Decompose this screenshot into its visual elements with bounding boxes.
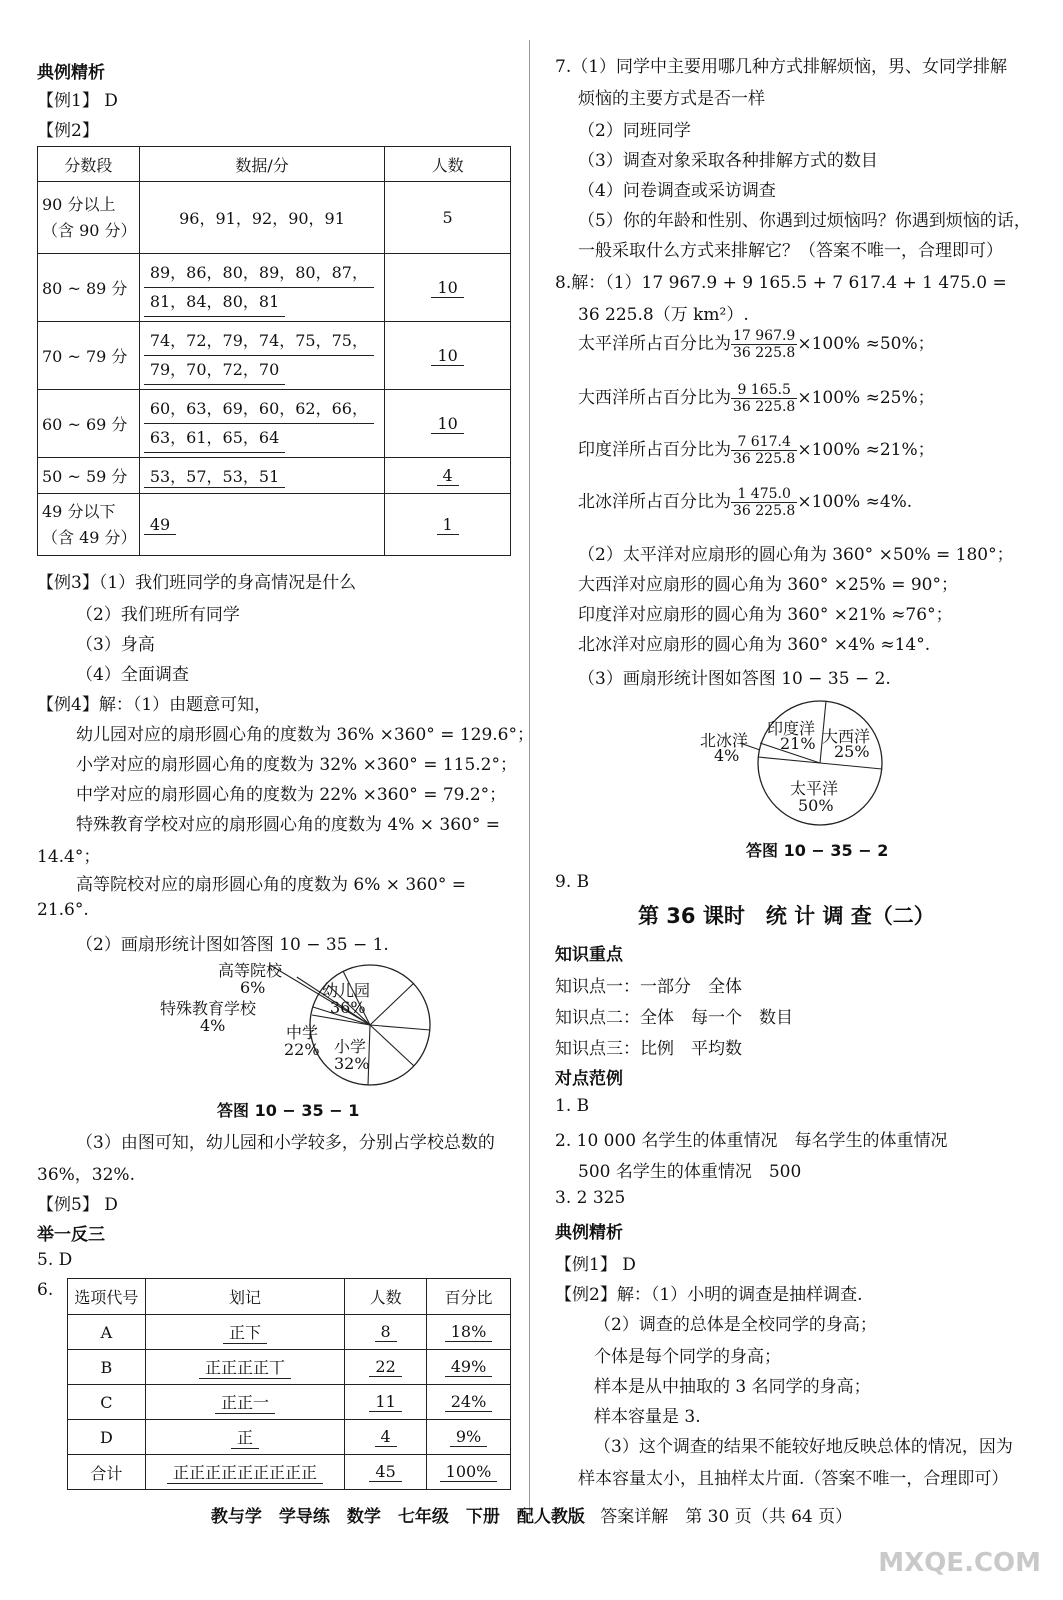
tally: 正下 xyxy=(223,1320,267,1344)
percent: 24% xyxy=(445,1392,493,1412)
exercise-1: 1. B xyxy=(555,1096,590,1116)
angle-line: （3）画扇形统计图如答图 10 − 35 − 2. xyxy=(578,669,891,689)
example-2-line: 个体是每个同学的身高； xyxy=(594,1347,781,1367)
example-3-line: 【例3】（1）我们班同学的身高情况是什么 xyxy=(37,573,357,593)
section-heading: 对点范例 xyxy=(555,1069,623,1089)
watermark: MXQE.COM xyxy=(878,1548,1041,1578)
exercise-3: 3. 2 325 xyxy=(555,1188,626,1208)
tally: 正正正正丅 xyxy=(199,1355,291,1379)
pie-pct-pacific: 50% xyxy=(798,796,834,815)
example-1: 【例1】 D xyxy=(555,1255,636,1275)
denominator: 36 225.8 xyxy=(733,503,796,519)
lesson-title: 第 36 课时 统 计 调 查（二） xyxy=(638,904,935,928)
exercise-2: 2. 10 000 名学生的体重情况 每名学生的体重情况 xyxy=(555,1131,948,1151)
option-cell: C xyxy=(68,1385,146,1420)
example-2-line: （2）调查的总体是全校同学的身高； xyxy=(594,1315,877,1335)
numerator: 17 967.9 xyxy=(733,328,796,344)
pie-pct-primary: 32% xyxy=(334,1054,370,1073)
header-cell: 人数 xyxy=(345,1279,427,1315)
count: 22 xyxy=(369,1357,401,1377)
figure-caption: 答图 10 − 35 − 2 xyxy=(746,841,889,860)
example-4-line: 小学对应的扇形圆心角的度数为 32% ×360° = 115.2°； xyxy=(76,755,518,775)
example-4-line: 中学对应的扇形圆心角的度数为 22% ×360° = 79.2°； xyxy=(76,785,507,805)
pie-pct-arctic: 4% xyxy=(714,746,740,765)
percent: 18% xyxy=(445,1322,493,1342)
count: 8 xyxy=(375,1322,397,1342)
data-cell: 96，91，92，90，91 xyxy=(139,182,384,254)
header-cell: 划记 xyxy=(145,1279,344,1315)
pie-pct-indian: 21% xyxy=(780,734,816,753)
percent-row xyxy=(578,486,912,519)
example-3-line: （2）我们班所有同学 xyxy=(76,605,240,625)
pie-pct-special: 4% xyxy=(200,1016,226,1035)
table-row xyxy=(38,182,511,254)
example-2-line: 样本是从中抽取的 3 名同学的身高； xyxy=(594,1377,871,1397)
count: 10 xyxy=(431,414,463,434)
example-4-line: 【例4】解：（1）由题意可知， xyxy=(37,695,272,715)
percent-prefix: 大西洋所占百分比为 xyxy=(578,388,731,408)
fraction xyxy=(731,382,797,415)
pie-label-college: 高等院校 xyxy=(218,961,283,980)
example-4-line: 高等院校对应的扇形圆心角的度数为 6% × 360° = xyxy=(76,875,467,895)
column-divider xyxy=(529,40,530,1520)
segment: 70 ~ 79 分 xyxy=(38,322,140,390)
denominator: 36 225.8 xyxy=(733,345,796,361)
example-4-conclusion: （3）由图可知，幼儿园和小学较多，分别占学校总数的 xyxy=(76,1133,495,1153)
pie-label-middle: 中学 xyxy=(286,1023,319,1042)
count: 10 xyxy=(431,346,463,366)
segment-note: （含 49 分） xyxy=(42,527,137,547)
header-cell: 数据/分 xyxy=(139,147,384,182)
table-row xyxy=(68,1350,511,1385)
table-row xyxy=(38,494,511,556)
option-cell: 合计 xyxy=(68,1455,146,1490)
count: 4 xyxy=(375,1427,397,1447)
percent-suffix: ×100% ≈21%； xyxy=(797,440,935,460)
percent: 100% xyxy=(440,1462,498,1482)
percent-prefix: 印度洋所占百分比为 xyxy=(578,440,731,460)
question-7-line: 烦恼的主要方式是否一样 xyxy=(578,89,765,109)
footer-page-info: 答案详解 第 30 页（共 64 页） xyxy=(600,1507,853,1527)
data-line: 60，63，69，60，62，66， xyxy=(144,395,374,424)
angle-line: 印度洋对应扇形的圆心角为 360° ×21% ≈76°； xyxy=(578,605,953,625)
data-line: 74，72，79，74，75，75， xyxy=(144,327,374,356)
denominator: 36 225.8 xyxy=(733,399,796,415)
knowledge-point: 知识点一：一部分 全体 xyxy=(555,977,742,997)
exercise-2: 500 名学生的体重情况 500 xyxy=(578,1162,802,1182)
denominator: 36 225.8 xyxy=(733,451,796,467)
option-cell: A xyxy=(68,1315,146,1350)
example-4-line: 14.4°； xyxy=(37,847,101,867)
tally: 正正一 xyxy=(215,1390,275,1414)
fraction xyxy=(731,486,797,519)
table-row xyxy=(68,1420,511,1455)
table-row xyxy=(38,390,511,458)
section-heading: 知识重点 xyxy=(555,945,623,965)
count-cell: 5 xyxy=(385,182,511,254)
pie-label-special: 特殊教育学校 xyxy=(160,999,257,1018)
question-9: 9. B xyxy=(555,872,590,892)
pie-pct-college: 6% xyxy=(240,978,266,997)
segment: 50 ~ 59 分 xyxy=(38,458,140,494)
numerator: 1 475.0 xyxy=(731,486,797,503)
option-cell: B xyxy=(68,1350,146,1385)
figure-caption: 答图 10 − 35 − 1 xyxy=(217,1101,360,1120)
segment-note: （含 90 分） xyxy=(42,220,137,240)
header-cell: 人数 xyxy=(385,147,511,182)
knowledge-point: 知识点三：比例 平均数 xyxy=(555,1039,742,1059)
header-cell: 分数段 xyxy=(38,147,140,182)
angle-line: 北冰洋对应扇形的圆心角为 360° ×4% ≈14°. xyxy=(578,635,931,655)
question-6-label: 6. xyxy=(37,1280,54,1300)
segment: 80 ~ 89 分 xyxy=(38,254,140,322)
percent-row xyxy=(578,328,935,361)
pie-label-kindergarten: 幼儿园 xyxy=(322,981,371,1000)
segment: 90 分以上 xyxy=(42,194,116,214)
question-7-line: （5）你的年龄和性别、你遇到过烦恼吗？你遇到烦恼的话， xyxy=(578,211,1031,231)
question-7-line: （4）问卷调查或采访调查 xyxy=(578,181,776,201)
percent: 9% xyxy=(450,1427,487,1447)
fraction xyxy=(731,434,797,467)
example-3-line: （3）身高 xyxy=(76,635,155,655)
pie-label-atlantic: 大西洋 xyxy=(822,727,871,746)
question-7-line: 7.（1）同学中主要用哪几种方式排解烦恼，男、女同学排解 xyxy=(555,57,1008,77)
header-cell: 百分比 xyxy=(427,1279,511,1315)
table-row xyxy=(38,254,511,322)
percent-prefix: 太平洋所占百分比为 xyxy=(578,334,731,354)
example-2-label: 【例2】 xyxy=(37,121,99,141)
example-2-line: （3）这个调查的结果不能较好地反映总体的情况，因为 xyxy=(594,1437,1013,1457)
count: 4 xyxy=(437,466,459,486)
option-cell: D xyxy=(68,1420,146,1455)
question-5: 5. D xyxy=(37,1250,73,1270)
numerator: 9 165.5 xyxy=(731,382,797,399)
angle-line: 大西洋对应扇形的圆心角为 360° ×25% = 90°； xyxy=(578,575,958,595)
header-cell: 选项代号 xyxy=(68,1279,146,1315)
example-4-line: 特殊教育学校对应的扇形圆心角的度数为 4% × 360° = xyxy=(76,815,501,835)
example-4-line: 21.6°. xyxy=(37,900,89,920)
data-line: 79，70，72，70 xyxy=(144,356,285,385)
tally-table xyxy=(67,1278,511,1490)
pie-label-arctic: 北冰洋 xyxy=(700,731,749,750)
example-2-line: 样本容量是 3. xyxy=(594,1407,701,1427)
section-heading: 典例精析 xyxy=(555,1223,623,1243)
question-7-line: （2）同班同学 xyxy=(578,121,691,141)
table-row xyxy=(68,1455,511,1490)
table-row xyxy=(68,1315,511,1350)
knowledge-point: 知识点二：全体 每一个 数目 xyxy=(555,1008,793,1028)
percent: 49% xyxy=(445,1357,493,1377)
pie-label-indian: 印度洋 xyxy=(767,719,816,738)
example-3-line: （4）全面调查 xyxy=(76,665,189,685)
pie-pct-atlantic: 25% xyxy=(834,742,870,761)
percent-row xyxy=(578,382,935,415)
percent-prefix: 北冰洋所占百分比为 xyxy=(578,492,731,512)
question-7-line: （3）调查对象采取各种排解方式的数目 xyxy=(578,151,878,171)
example-4-conclusion: 36%，32%. xyxy=(37,1165,135,1185)
example-2-line: 【例2】解：（1）小明的调查是抽样调查. xyxy=(555,1285,863,1305)
percent-suffix: ×100% ≈25%； xyxy=(797,388,935,408)
segment: 60 ~ 69 分 xyxy=(38,390,140,458)
segment: 49 分以下 xyxy=(42,501,116,521)
pie-pct-kindergarten: 36% xyxy=(330,998,366,1017)
tally: 正正正正正正正正正 xyxy=(167,1460,323,1484)
count: 10 xyxy=(431,278,463,298)
percent-suffix: ×100% ≈50%； xyxy=(797,334,935,354)
data-line: 53，57，53，51 xyxy=(144,464,285,488)
footer-brand: 教与学 学导练 数学 七年级 下册 配人教版 xyxy=(210,1507,585,1527)
question-8-line: 8.解：（1）17 967.9 + 9 165.5 + 7 617.4 + 1 475.0 = xyxy=(555,273,1007,293)
percent-row xyxy=(578,434,935,467)
score-table xyxy=(37,146,511,556)
question-7-line: 一般采取什么方式来排解它？（答案不唯一，合理即可） xyxy=(578,241,1003,261)
section-heading: 举一反三 xyxy=(37,1225,105,1245)
example-4-line: 幼儿园对应的扇形圆心角的度数为 36% ×360° = 129.6°； xyxy=(76,725,535,745)
fraction xyxy=(731,328,797,361)
angle-line: （2）太平洋对应扇形的圆心角为 360° ×50% = 180°； xyxy=(578,545,1014,565)
pie-label-pacific: 太平洋 xyxy=(790,779,839,798)
example-5: 【例5】 D xyxy=(37,1195,118,1215)
data-line: 49 xyxy=(144,515,176,535)
data-line: 63，61，65，64 xyxy=(144,424,285,453)
percent-suffix: ×100% ≈4%. xyxy=(797,492,913,512)
data-line: 89，86，80，89，80，87， xyxy=(144,259,374,288)
count: 11 xyxy=(369,1392,401,1412)
pie-label-primary: 小学 xyxy=(334,1037,367,1056)
numerator: 7 617.4 xyxy=(731,434,797,451)
pie-pct-middle: 22% xyxy=(284,1040,320,1059)
table-row xyxy=(38,458,511,494)
table-row xyxy=(38,322,511,390)
tally: 正 xyxy=(231,1425,259,1449)
example-4-line: （2）画扇形统计图如答图 10 − 35 − 1. xyxy=(76,935,389,955)
table-row xyxy=(68,1385,511,1420)
example-2-line: 样本容量太小，且抽样太片面.（答案不唯一，合理即可） xyxy=(578,1469,1009,1489)
example-1: 【例1】 D xyxy=(37,91,118,111)
count: 1 xyxy=(437,515,459,535)
page-footer xyxy=(0,1502,1063,1527)
count: 45 xyxy=(369,1462,401,1482)
question-8-line: 36 225.8（万 km²）. xyxy=(578,305,749,325)
data-line: 81，84，80，81 xyxy=(144,288,285,317)
section-heading: 典例精析 xyxy=(37,63,105,83)
